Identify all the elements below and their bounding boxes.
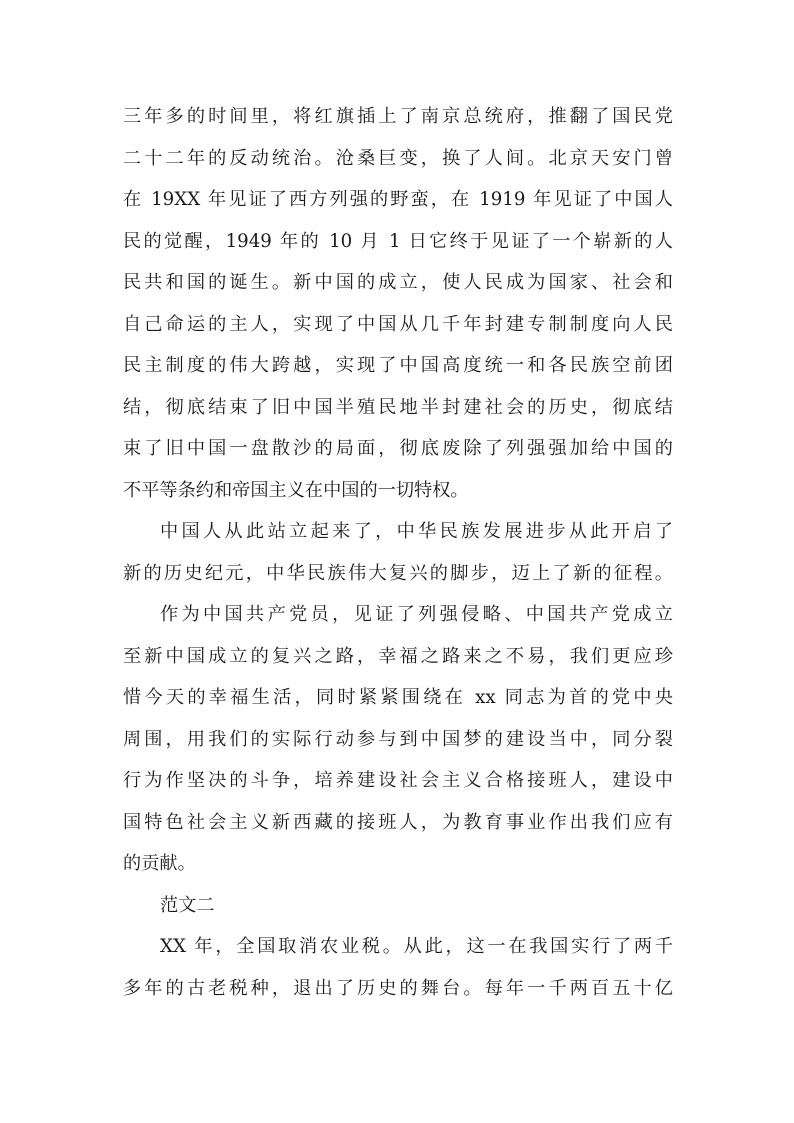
- text-line-14: 至新中国成立的复兴之路，幸福之路来之不易，我们更应珍: [123, 645, 673, 667]
- text-line-4: 民的觉醒，1949 年的 10 月 1 日它终于见证了一个崭新的人: [123, 230, 673, 252]
- text-line-10: 不平等条约和帝国主义在中国的一切特权。: [123, 479, 469, 501]
- text-line-18: 国特色社会主义新西藏的接班人，为教育事业作出我们应有: [123, 811, 673, 833]
- text-line-17: 行为作坚决的斗争，培养建设社会主义合格接班人，建设中: [123, 770, 673, 791]
- text-line-9: 束了旧中国一盘散沙的局面，彻底废除了列强强加给中国的: [123, 438, 673, 459]
- text-line-3: 在 19XX 年见证了西方列强的野蛮，在 1919 年见证了中国人: [123, 189, 673, 210]
- document-body: [123, 96, 673, 1009]
- text-line-12: 新的历史纪元，中华民族伟大复兴的脚步，迈上了新的征程。: [123, 562, 673, 584]
- text-line-5: 民共和国的诞生。新中国的成立，使人民成为国家、社会和: [123, 272, 673, 293]
- text-line-22: 多年的古老税种，退出了历史的舞台。每年一千两百五十亿: [123, 977, 673, 999]
- text-line-8: 结，彻底结束了旧中国半殖民地半封建社会的历史，彻底结: [123, 396, 673, 418]
- text-line-7: 民主制度的伟大跨越，实现了中国高度统一和各民族空前团: [123, 355, 673, 376]
- text-line-2: 二十二年的反动统治。沧桑巨变，换了人间。北京天安门曾: [123, 147, 673, 169]
- text-line-16: 周围，用我们的实际行动参与到中国梦的建设当中，同分裂: [123, 728, 673, 750]
- text-line-13: 作为中国共产党员，见证了列强侵略、中国共产党成立: [160, 604, 673, 625]
- text-line-15: 惜今天的幸福生活，同时紧紧围绕在 xx 同志为首的党中央: [123, 687, 673, 708]
- text-line-1: 三年多的时间里，将红旗插上了南京总统府，推翻了国民党: [123, 106, 673, 127]
- text-line-6: 自己命运的主人，实现了中国从几千年封建专制制度向人民: [123, 313, 673, 335]
- section-heading: 范文二: [160, 894, 215, 916]
- text-line-19: 的贡献。: [123, 853, 196, 874]
- text-line-11: 中国人从此站立起来了，中华民族发展进步从此开启了: [160, 521, 673, 542]
- text-line-21: XX 年，全国取消农业税。从此，这一在我国实行了两千: [160, 936, 673, 957]
